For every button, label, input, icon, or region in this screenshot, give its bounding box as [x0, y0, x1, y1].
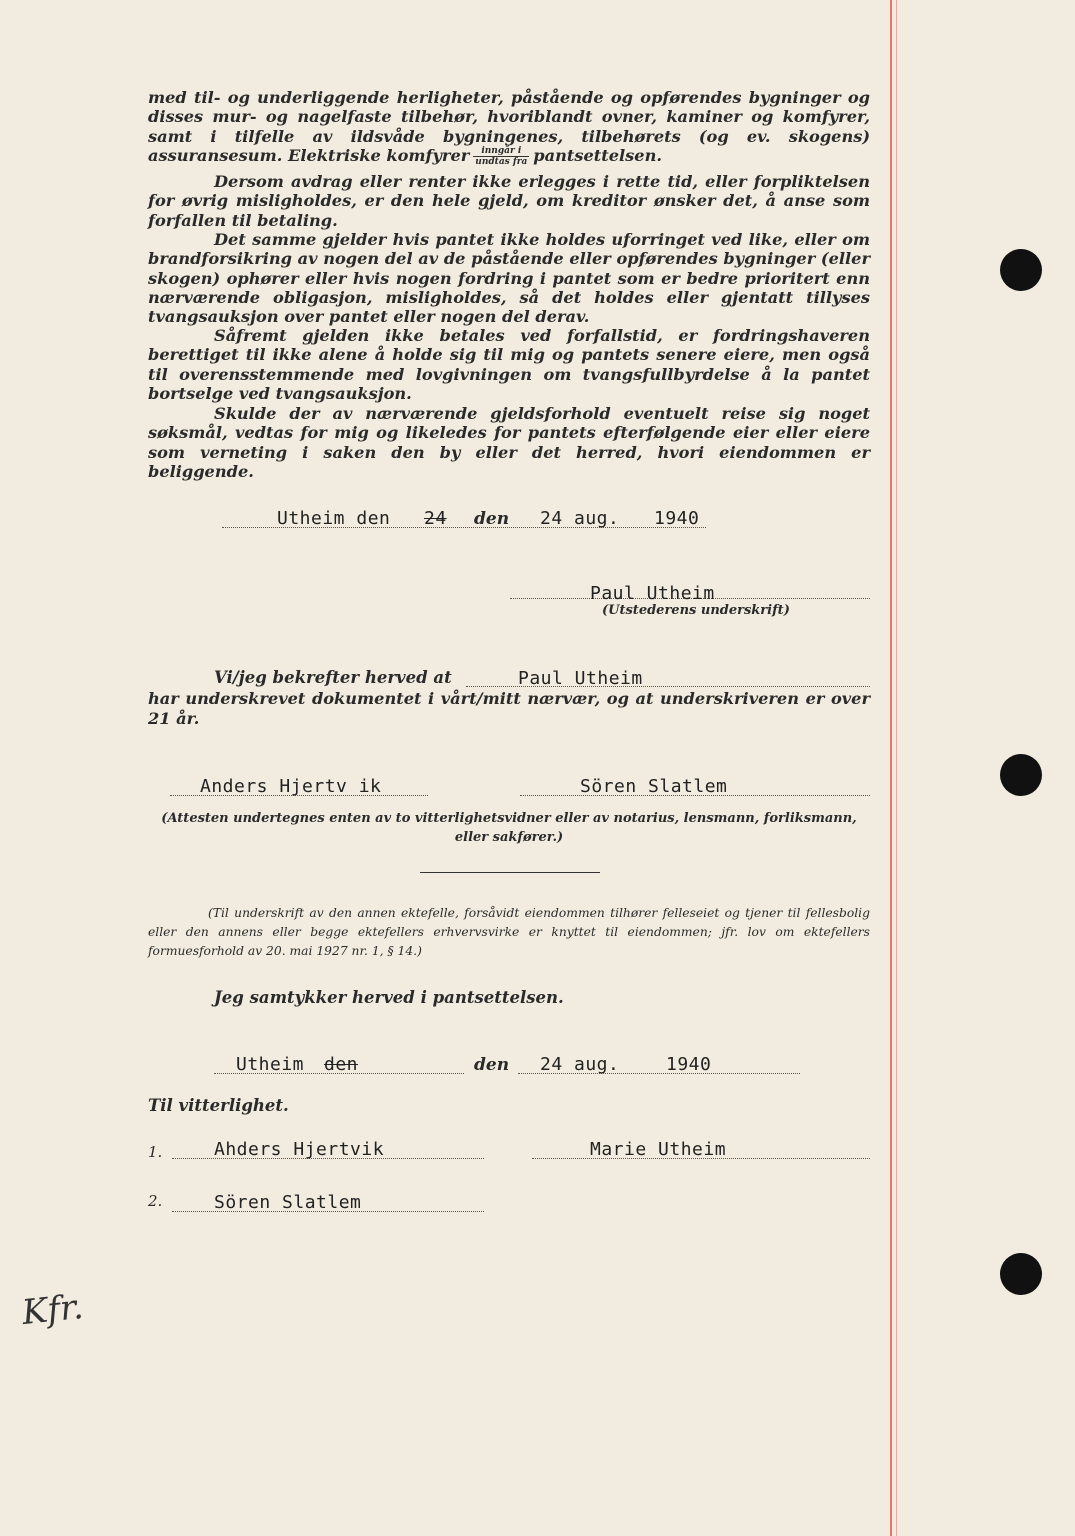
attest-name: Paul Utheim — [518, 668, 643, 689]
margin-rule — [890, 0, 892, 1536]
date2-day-month: 24 aug. — [540, 1054, 620, 1075]
witness-left: Anders Hjertv ik — [200, 776, 382, 797]
date-year: 1940 — [654, 508, 700, 529]
punch-hole — [1000, 1253, 1042, 1295]
witness-1: Ahders Hjertvik — [214, 1139, 385, 1160]
witness-number-2: 2. — [148, 1192, 163, 1210]
date2-den-label: den — [474, 1055, 510, 1075]
date-den-label: den — [474, 509, 510, 529]
body-paragraph: med til- og underliggende herligheter, påstående og opførendes bygninger og disses mur- og nagelfaste tilbehør, hvoriblandt ovner, kaminer og komfyrer, samt i tilfelle av ildsvåde bygningenes, tilbehørets (og ev. skogens) assuransesum. Elektriske komfyrer $\frac{\text{inngår i}}{\text{undtas fra}}$ pantsettelsen. — [148, 88, 870, 167]
vitterlighet-label: Til vitterlighet. — [148, 1096, 289, 1115]
body-paragraph: Det samme gjelder hvis pantet ikke holdes uforringet ved like, eller om brandforsikring av nogen del av de påstående eller opførendes bygninger (eller skogen) ophører eller hvis nogen fordring i pantet som er bedre prioritert enn nærværende obligasjon, misligholdes, så det holdes eller gjentatt tillyses tvangsauksjon over pantet eller nogen del derav. — [148, 230, 870, 327]
issuer-signature: Paul Utheim — [590, 583, 715, 604]
witness-number-1: 1. — [148, 1143, 163, 1161]
witness-2: Sören Slatlem — [214, 1192, 362, 1213]
witness-right: Sören Slatlem — [580, 776, 728, 797]
date2-year: 1940 — [666, 1054, 712, 1075]
punch-hole — [1000, 249, 1042, 291]
elektriske-lead: Elektriske komfyrer — [287, 145, 470, 165]
attest-lead: Vi/jeg bekrefter herved at — [214, 668, 452, 687]
margin-note: Kfr. — [20, 1286, 86, 1334]
spouse-note: (Til underskrift av den annen ektefelle, forsåvidt eiendommen tilhører felleseiet og tjener til fellesbolig eller den annens eller begge ektefellers erhvervsvirke er knyttet til eiendommen; jfr. lov om ektefellers formuesforhold av 20. mai 1927 nr. 1, § 14.) — [148, 906, 870, 958]
margin-rule-secondary — [896, 0, 897, 1536]
issuer-caption: (Utstederens underskrift) — [602, 603, 790, 618]
attest-text: har underskrevet dokumentet i vårt/mitt nærvær, og at underskriveren er over 21 år. — [148, 689, 870, 728]
date2-struck: den — [324, 1054, 359, 1075]
body-paragraph: Såfremt gjelden ikke betales ved forfallstid, er fordringshaveren berettiget til ikke alene å holde sig til mig og pantets senere eiere, men også til overensstemmende med lovgivningen om tvangsfullbyrdelse å la pantet bortselge ved tvangsauksjon. — [148, 326, 870, 403]
inngaar-undtas-fraction: $\frac{\text{inngår i}}{\text{undtas fra}}$ — [475, 145, 528, 167]
attest-note: (Attesten undertegnes enten av to vitterlighetsvidner eller av notarius, lensmann, forliksmann, eller sakfører.) — [161, 811, 857, 845]
body-paragraph: Dersom avdrag eller renter ikke erlegges i rette tid, eller forpliktelsen for øvrig misligholdes, er den hele gjeld, om kreditor ønsker det, å anse som forfallen til betaling. — [148, 172, 870, 230]
date2-place: Utheim — [236, 1054, 305, 1075]
body-paragraph: Skulde der av nærværende gjeldsforhold eventuelt reise sig noget søksmål, vedtas for mig og likeledes for pantets efterfølgende eier eller eiere som verneting i saken den by eller det herred, hvori eiendommen er beliggende. — [148, 404, 870, 481]
consent-text: Jeg samtykker herved i pantsettelsen. — [214, 988, 564, 1007]
divider — [420, 872, 600, 873]
spouse-signature: Marie Utheim — [590, 1139, 727, 1160]
date-day-month: 24 aug. — [540, 508, 620, 529]
date-place: Utheim den — [277, 508, 391, 529]
date-struck: 24 — [424, 508, 447, 529]
punch-hole — [1000, 754, 1042, 796]
